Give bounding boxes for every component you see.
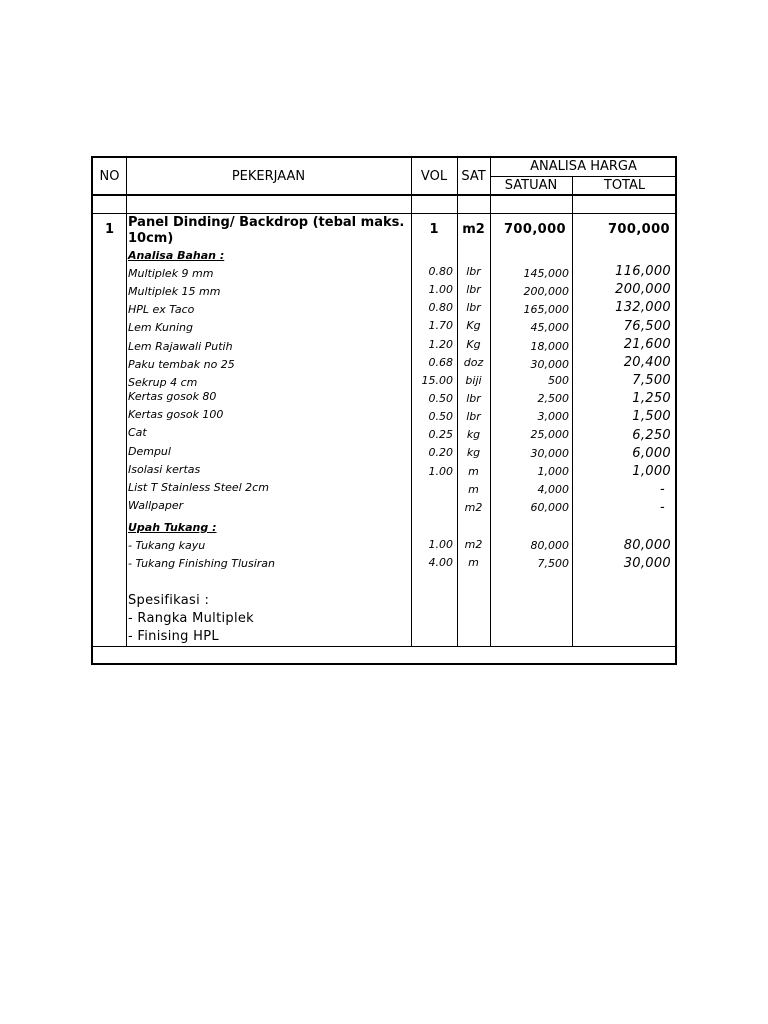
material-sat: doz bbox=[463, 356, 484, 369]
header-analisa-harga: ANALISA HARGA bbox=[530, 159, 637, 174]
price-analysis-table bbox=[91, 156, 677, 665]
blank-row-line bbox=[93, 213, 677, 214]
material-name: Lem Rajawali Putih bbox=[128, 340, 233, 353]
spec-line-2: - Finising HPL bbox=[128, 629, 219, 644]
material-satuan: 30,000 bbox=[530, 358, 569, 371]
material-sat: lbr bbox=[466, 301, 481, 314]
labor-sat: m2 bbox=[464, 538, 483, 551]
material-sat: kg bbox=[466, 446, 481, 459]
header-no: NO bbox=[99, 169, 120, 184]
material-sat: biji bbox=[465, 374, 482, 387]
item-total: 700,000 bbox=[607, 222, 670, 237]
material-total: 1,500 bbox=[632, 409, 671, 424]
labor-total: 30,000 bbox=[623, 556, 671, 571]
material-total: - bbox=[660, 500, 665, 515]
material-name: Kertas gosok 100 bbox=[128, 408, 224, 421]
material-name: Paku tembak no 25 bbox=[128, 358, 235, 371]
material-satuan: 500 bbox=[548, 374, 569, 387]
material-name: Kertas gosok 80 bbox=[128, 390, 217, 403]
material-sat: m bbox=[468, 465, 479, 478]
material-name: Dempul bbox=[128, 445, 171, 458]
header-bottom-line bbox=[93, 194, 677, 196]
material-name: Multiplek 15 mm bbox=[128, 285, 221, 298]
material-name: Sekrup 4 cm bbox=[128, 376, 198, 389]
material-satuan: 3,000 bbox=[537, 410, 569, 423]
material-sat: lbr bbox=[466, 265, 481, 278]
material-sat: lbr bbox=[466, 410, 481, 423]
material-total: 132,000 bbox=[615, 300, 671, 315]
material-vol: 0.80 bbox=[428, 301, 453, 314]
col-divider-no bbox=[126, 158, 127, 647]
material-name: Multiplek 9 mm bbox=[128, 267, 214, 280]
material-vol: 1.70 bbox=[428, 319, 453, 332]
material-total: 7,500 bbox=[632, 373, 671, 388]
spec-title: Spesifikasi : bbox=[128, 593, 210, 608]
material-vol: 1.00 bbox=[428, 283, 453, 296]
material-vol: 0.20 bbox=[428, 446, 453, 459]
item-title-line2: 10cm) bbox=[128, 231, 174, 246]
material-total: 1,250 bbox=[632, 391, 671, 406]
material-sat: kg bbox=[466, 428, 481, 441]
item-vol: 1 bbox=[429, 222, 439, 237]
material-total: 20,400 bbox=[623, 355, 671, 370]
material-satuan: 1,000 bbox=[537, 465, 569, 478]
item-no: 1 bbox=[104, 222, 115, 237]
material-total: 200,000 bbox=[615, 282, 671, 297]
labor-name: - Tukang Finishing Tlusiran bbox=[128, 557, 276, 570]
material-satuan: 25,000 bbox=[530, 428, 569, 441]
labor-name: - Tukang kayu bbox=[128, 539, 206, 552]
footer-line bbox=[93, 646, 677, 647]
material-name: List T Stainless Steel 2cm bbox=[128, 481, 269, 494]
labor-vol: 4.00 bbox=[428, 556, 453, 569]
material-sat: m bbox=[468, 483, 479, 496]
header-pekerjaan: PEKERJAAN bbox=[231, 169, 306, 184]
material-satuan: 60,000 bbox=[530, 501, 569, 514]
material-sat: m2 bbox=[464, 501, 483, 514]
material-total: - bbox=[660, 482, 665, 497]
material-sat: Kg bbox=[466, 319, 481, 332]
material-vol: 0.25 bbox=[428, 428, 453, 441]
material-satuan: 30,000 bbox=[530, 447, 569, 460]
section-analisa-bahan: Analisa Bahan : bbox=[128, 249, 225, 262]
material-sat: lbr bbox=[466, 283, 481, 296]
item-title-line1: Panel Dinding/ Backdrop (tebal maks. bbox=[128, 215, 405, 230]
material-satuan: 18,000 bbox=[530, 340, 569, 353]
labor-satuan: 7,500 bbox=[537, 557, 569, 570]
material-total: 6,000 bbox=[632, 446, 671, 461]
header-subdivider bbox=[490, 176, 677, 177]
material-name: Cat bbox=[128, 426, 147, 439]
header-vol: VOL bbox=[420, 169, 448, 184]
material-satuan: 45,000 bbox=[530, 321, 569, 334]
specification bbox=[128, 592, 254, 646]
material-satuan: 2,500 bbox=[537, 392, 569, 405]
section-upah-tukang: Upah Tukang : bbox=[128, 521, 217, 534]
material-total: 6,250 bbox=[632, 428, 671, 443]
material-vol: 1.20 bbox=[428, 338, 453, 351]
labor-total: 80,000 bbox=[623, 538, 671, 553]
labor-vol: 1.00 bbox=[428, 538, 453, 551]
spec-line-1: - Rangka Multiplek bbox=[128, 611, 254, 626]
material-name: Wallpaper bbox=[128, 499, 184, 512]
material-total: 76,500 bbox=[623, 319, 671, 334]
material-name: HPL ex Taco bbox=[128, 303, 195, 316]
material-sat: lbr bbox=[466, 392, 481, 405]
material-sat: Kg bbox=[466, 338, 481, 351]
labor-satuan: 80,000 bbox=[530, 539, 569, 552]
material-vol: 0.80 bbox=[428, 265, 453, 278]
header-satuan: SATUAN bbox=[504, 178, 558, 193]
material-satuan: 165,000 bbox=[523, 303, 569, 316]
header-total: TOTAL bbox=[603, 178, 646, 193]
item-satuan: 700,000 bbox=[503, 222, 566, 237]
material-vol: 1.00 bbox=[428, 465, 453, 478]
labor-sat: m bbox=[468, 556, 479, 569]
material-name: Lem Kuning bbox=[128, 321, 193, 334]
material-satuan: 200,000 bbox=[523, 285, 569, 298]
material-satuan: 145,000 bbox=[523, 267, 569, 280]
material-name: Isolasi kertas bbox=[128, 463, 201, 476]
material-satuan: 4,000 bbox=[537, 483, 569, 496]
material-total: 1,000 bbox=[632, 464, 671, 479]
material-vol: 0.50 bbox=[428, 392, 453, 405]
material-vol: 15.00 bbox=[421, 374, 453, 387]
material-vol: 0.68 bbox=[428, 356, 453, 369]
material-vol: 0.50 bbox=[428, 410, 453, 423]
item-title bbox=[128, 215, 404, 247]
material-total: 116,000 bbox=[615, 264, 671, 279]
item-sat: m2 bbox=[462, 222, 485, 237]
material-total: 21,600 bbox=[623, 337, 671, 352]
header-sat: SAT bbox=[461, 169, 486, 184]
